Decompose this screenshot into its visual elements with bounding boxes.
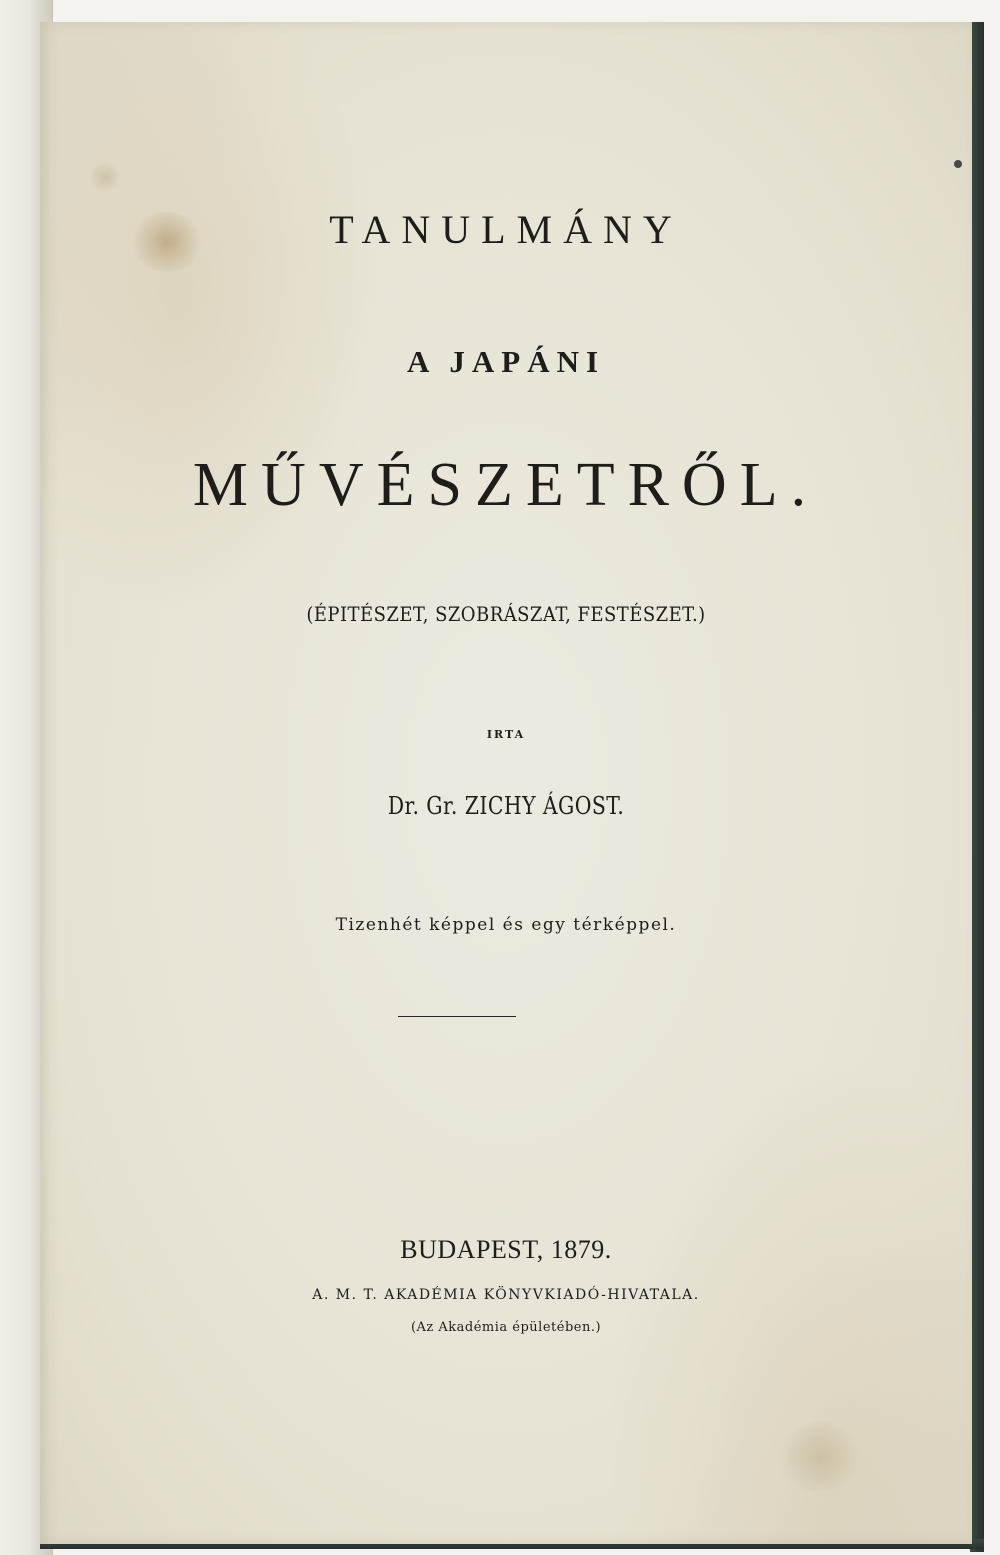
title-line-1: TANULMÁNY — [329, 207, 683, 252]
foxing-stain — [780, 1422, 860, 1492]
title-line-3: MŰVÉSZETRŐL. — [192, 451, 820, 519]
place-year: BUDAPEST, 1879. — [400, 1235, 612, 1264]
title-page — [40, 22, 972, 1544]
publisher: A. M. T. AKADÉMIA KÖNYVKIADÓ-HIVATALA. — [312, 1287, 700, 1303]
author: Dr. Gr. ZICHY ÁGOST. — [387, 792, 625, 820]
publisher-location: (Az Akadémia épületében.) — [410, 1320, 602, 1335]
divider-rule — [398, 1016, 516, 1017]
by-label: IRTA — [486, 728, 526, 741]
illustrations-note: Tizenhét képpel és egy térképpel. — [335, 915, 677, 935]
foxing-stain — [90, 162, 120, 192]
page-hole — [954, 160, 962, 168]
subtitle: (ÉPITÉSZET, SZOBRÁSZAT, FESTÉSZET.) — [306, 602, 706, 626]
cover-edge-right — [970, 22, 984, 1552]
title-line-2: A JAPÁNI — [406, 344, 606, 379]
